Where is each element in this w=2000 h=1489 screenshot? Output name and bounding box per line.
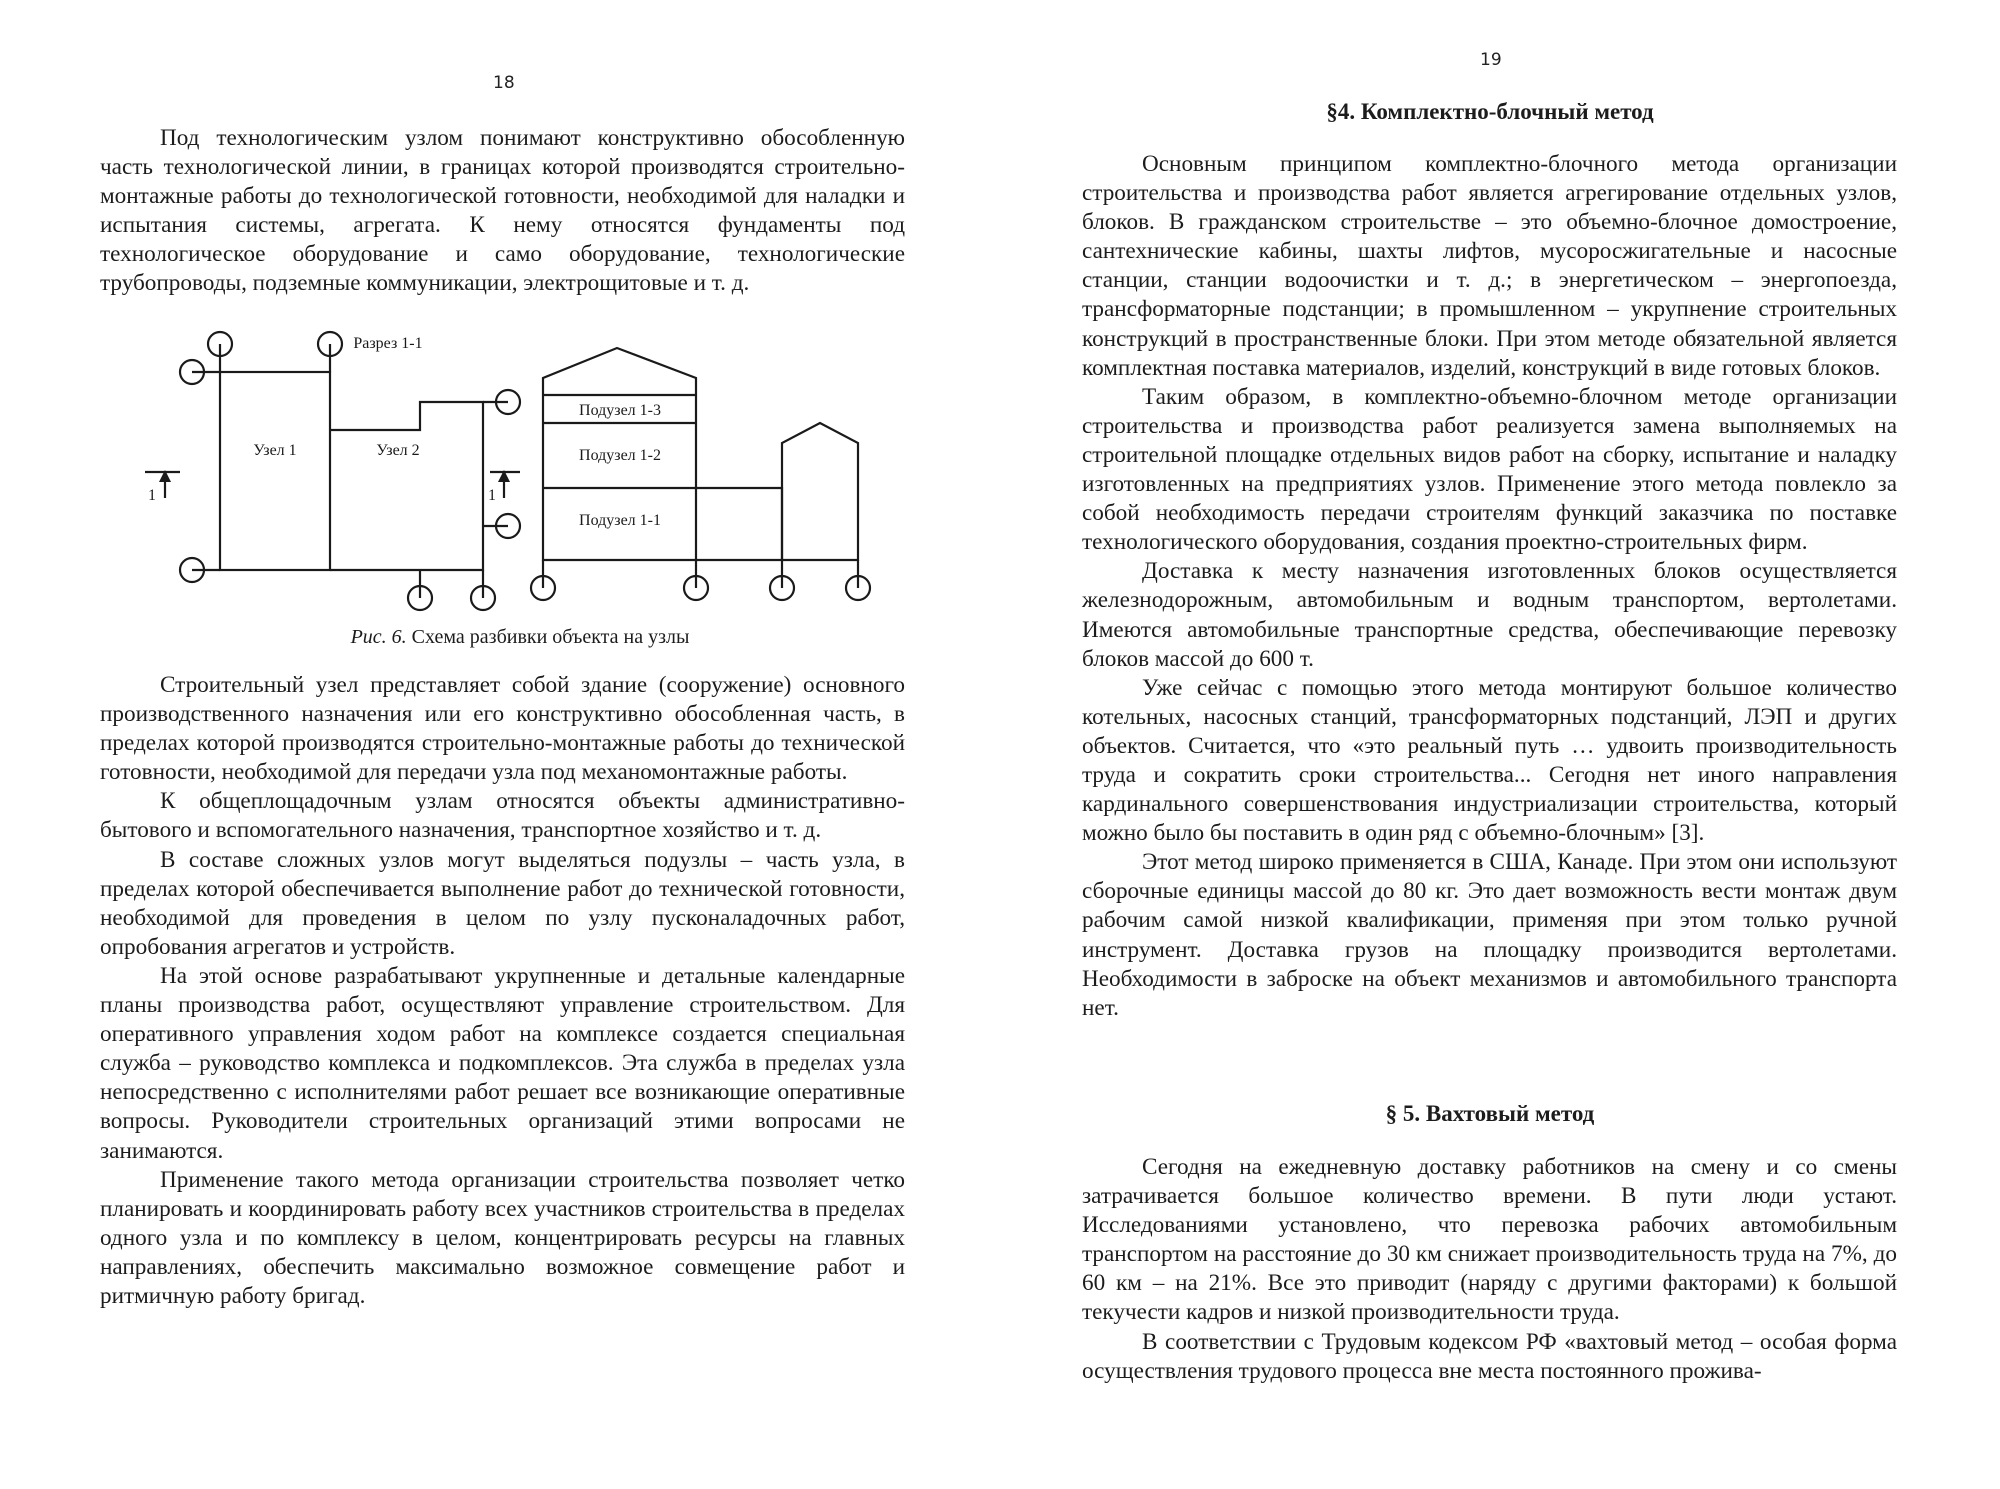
section-5-text [1082,1153,1897,1386]
intro-text [100,124,905,299]
paragraph: В соответствии с Трудовым кодексом РФ «вахтовый метод – особая форма осуществления трудового процесса вне места постоянного прожива- [1082,1328,1897,1384]
paragraph: Под технологическим узлом понимают конструктивно обособленную часть технологической линии, в границах которой производятся строительно-монтажные работы до технологической готовности, необходимой для наладки и испытания системы, агрегата. К нему относятся фундаменты под технологическое оборудование и само оборудование, технологические трубопроводы, подземные коммуникации, электрощитовые и т. д. [100,125,905,297]
node-2-label: Узел 2 [376,442,420,459]
paragraph: Этот метод широко применяется в США, Канаде. При этом они используют сборочные единицы массой до 80 кг. Это дает возможность вести монтаж двум рабочим самой низкой квалификации, применяя при этом только ручной инструмент. Доставка грузов на площадку производится вертолетами. Необходимости в заброске на объект механизмов и автомобильного транспорта нет. [1082,849,1897,1021]
caption-number: Рис. 6. [350,626,407,648]
cut-mark-label: 1 [488,487,496,504]
node-1-block [220,372,330,570]
section-heading: § 5. Вахтовый метод [1385,1101,1595,1126]
paragraph: Уже сейчас с помощью этого метода монтируют большое количество котельных, насосных станций, трансформаторных подстанций, ЛЭП и других объектов. Считается, что «это реальный путь … удвоить производительность труда и сократить сроки строительства... Сегодня нет иного направления кардинального совершенствования индустриализации строительства, который можно было бы поставить в один ряд с объемно-блочным» [3]. [1082,674,1897,847]
caption-text: Схема разбивки объекта на узлы [411,626,690,648]
paragraph: Таким образом, в комплектно-объемно-блочном методе организации строительства и производства работ реализуется замена выполняемых на строительной площадке отдельных видов работ на сборку, испытание и наладку изготовленных на предприятиях узлов. Применение этого метода повлекло за собой необходимость передачи строителям функций заказчика по поставке технологического оборудования, создания проектно-строительных фирм. [1082,383,1897,556]
paragraph: Применение такого метода организации строительства позволяет четко планировать и координировать работу всех участников строительства в пределах одного узла и по комплексу в целом, концентрировать ресурсы на главных направлениях, обеспечить максимально возможное совмещение работ и ритмичную работу бригад. [100,1166,905,1309]
paragraph: На этой основе разрабатывают укрупненные и детальные календарные планы производства работ, осуществляют управление строительством. Для оперативного управления ходом работ на комплексе создается специальная служба – руководство комплекса и подкомплексов. Эта служба в пределах узла непосредственно с исполнителями работ решает все возникающие оперативные вопросы. Руководители строительных организаций этими вопросами не занимаются. [100,962,905,1164]
page-number: 18 [493,73,515,93]
subnode-1-3-label: Подузел 1-3 [579,402,661,419]
figure-caption [130,626,910,649]
paragraph: К общеплощадочным узлам относятся объекты административно-бытового и вспомогательного назначения, транспортное хозяйство и т. д. [100,788,905,844]
paragraph: Доставка к месту назначения изготовленных блоков осуществляется железнодорожным, автомобильным и водным транспортом, вертолетами. Имеются автомобильные транспортные средства, обеспечивающие перевозку блоков массой до 600 т. [1082,558,1897,672]
paragraph: Основным принципом комплектно-блочного метода организации строительства и производства работ является агрегирование отдельных узлов, блоков. В гражданском строительстве – это объемно-блочное домостроение, сантехнические кабины, шахты лифтов, мусоросжигательные и насосные станции, станции водоочистки и т. д.; в энергетическом – энергопоезда, трансформаторные подстанции; в промышленном – укрупнение строительных конструкций в пространственные блоки. При этом методе обязательной является комплектная поставка материалов, изделий, конструкций в виде готовых блоков. [1082,151,1897,381]
body-text [100,671,905,1311]
node-1-label: Узел 1 [253,442,297,459]
right-page [1000,0,2000,1489]
page-number: 19 [1480,50,1502,70]
section-label: Разрез 1-1 [353,335,423,352]
paragraph: В составе сложных узлов могут выделяться подузлы – часть узла, в пределах которой обеспечивается выполнение работ до технической готовности, необходимой для проведения в целом по узлу пусконаладочных работ, опробования агрегатов и устройств. [100,846,905,960]
paragraph: Сегодня на ежедневную доставку работников на смену и со смены затрачивается большое количество времени. В пути люди устают. Исследованиями установлено, что перевозка рабочих автомобильным транспортом на расстояние до 30 км снижает производительность труда на 7%, до 60 км – на 21%. Все это приводит (наряду с другими факторами) к большой текучести кадров и низкой производительности труда. [1082,1154,1897,1326]
paragraph: Строительный узел представляет собой здание (сооружение) основного производственного назначения или его конструктивно обособленная часть, в пределах которой производятся строительно-монтажные работы до технической готовности, необходимой для передачи узла под механомонтажные работы. [100,672,905,786]
subnode-1-2-label: Подузел 1-2 [579,447,661,464]
small-building [782,423,858,560]
node-breakdown-diagram [130,320,910,620]
node-2-block [330,402,483,570]
section-4-text [1082,150,1897,1023]
section-heading: §4. Комплектно-блочный метод [1326,99,1654,124]
subnode-1-1-label: Подузел 1-1 [579,512,661,529]
cut-mark-label: 1 [148,487,156,504]
